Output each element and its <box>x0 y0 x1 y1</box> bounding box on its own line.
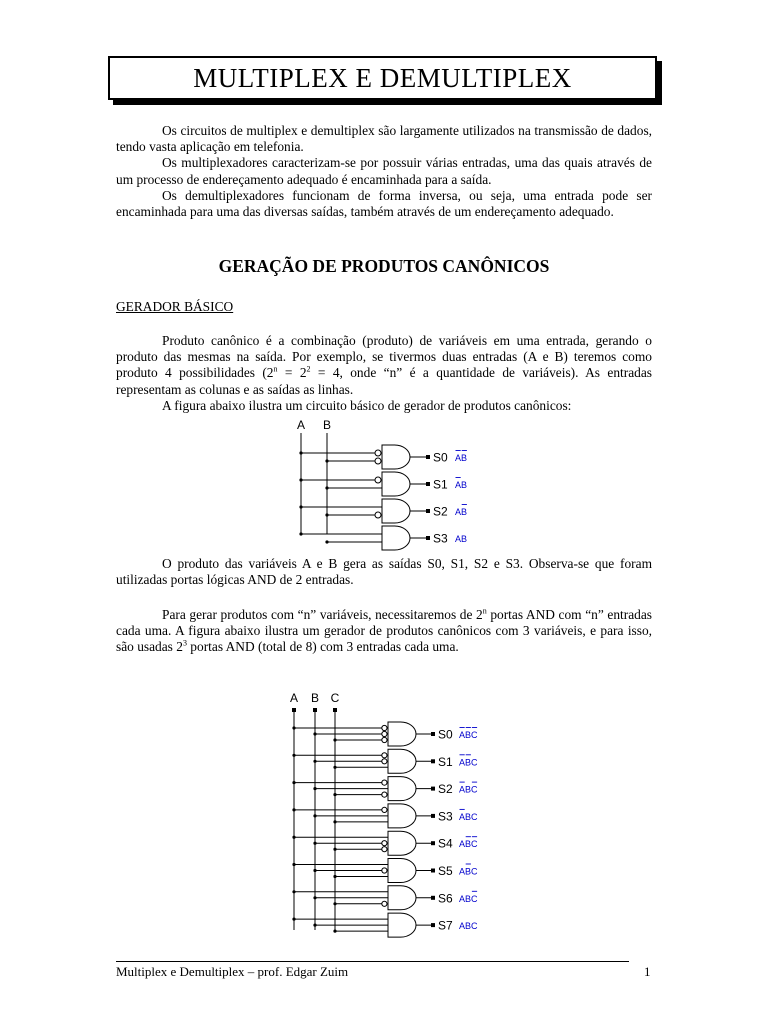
inverter-bubble <box>382 737 387 742</box>
inverter-bubble <box>375 450 381 456</box>
canonical-product-text <box>116 333 652 414</box>
inverter-bubble <box>375 512 381 518</box>
intro-paragraph-3: Os demultiplexadores funcionam de forma inversa, ou seja, uma entrada pode ser encaminhada para uma das diversas saídas, também através de um endereçamento adequado. <box>116 187 652 220</box>
product-text <box>116 556 652 588</box>
and-gate-s6 <box>388 886 416 910</box>
output-terminal <box>431 841 435 845</box>
output-expression-s6: ABC <box>459 893 478 904</box>
output-expression-s0: AB <box>455 453 468 463</box>
page-number: 1 <box>644 964 651 979</box>
output-label-s5: S5 <box>438 864 453 878</box>
output-label-s3: S3 <box>438 809 453 824</box>
output-expression-s3: AB <box>455 534 468 544</box>
output-label-s3: S3 <box>433 531 448 546</box>
inverter-bubble <box>382 868 387 873</box>
paragraph-figure-1-intro: A figura abaixo ilustra um circuito básico de gerador de produtos canônicos: <box>162 397 572 413</box>
inverter-bubble <box>382 841 387 846</box>
output-terminal <box>431 896 435 900</box>
inverter-bubble <box>382 901 387 906</box>
inverter-bubble <box>382 731 387 736</box>
input-label-c: C <box>330 691 340 705</box>
intro-paragraph-2: Os multiplexadores caracterizam-se por possuir várias entradas, uma das quais através de um processo de endereçamento adequado é encaminhada para a saída. <box>116 155 652 187</box>
input-label-a: A <box>289 691 299 705</box>
output-label-s6: S6 <box>438 891 453 906</box>
intro-paragraph-1: Os circuitos de multiplex e demultiplex são largamente utilizados na transmissão de dados, tendo vasta aplicação em telefonia. <box>116 123 652 155</box>
output-label-s1: S1 <box>433 477 448 492</box>
and-gate-s0 <box>382 445 410 469</box>
output-terminal <box>431 869 435 873</box>
inverter-bubble <box>382 847 387 852</box>
inverter-bubble <box>382 725 387 730</box>
output-terminal <box>426 536 430 540</box>
and-gate-s1 <box>388 749 416 773</box>
footer-text: Multiplex e Demultiplex – prof. Edgar Zuim <box>116 964 349 979</box>
subsection-title: GERADOR BÁSICO <box>116 299 234 314</box>
output-expression-s5: ABC <box>459 866 478 877</box>
output-terminal <box>426 509 430 513</box>
output-expression-s0: ABC <box>459 730 478 740</box>
output-label-s0: S0 <box>438 727 453 742</box>
output-label-s2: S2 <box>438 782 453 797</box>
inverter-bubble <box>382 792 387 797</box>
output-expression-s2: AB <box>455 507 468 517</box>
input-label-a: A <box>296 418 306 432</box>
output-terminal <box>431 814 435 818</box>
page-title: MULTIPLEX E DEMULTIPLEX <box>193 63 572 93</box>
inverter-bubble <box>375 477 381 483</box>
paragraph-n-variables: Para gerar produtos com “n” variáveis, necessitaremos de 2$^n$ portas AND com “n” entradas cada uma. A figura abaixo ilustra um gerador de produtos canônicos com 3 variáveis, e para isso, são usadas $2^3$ portas AND (total de 8) com 3 entradas cada uma. <box>116 606 652 655</box>
output-terminal <box>431 732 435 736</box>
inverter-bubble <box>375 458 381 464</box>
output-terminal <box>431 923 435 927</box>
output-label-s7: S7 <box>438 918 453 933</box>
output-expression-s3: ABC <box>459 811 478 822</box>
output-label-s1: S1 <box>438 754 453 769</box>
and-gate-s1 <box>382 472 410 496</box>
output-expression-s2: ABC <box>459 784 478 795</box>
intro-text <box>116 123 652 220</box>
output-expression-s4: ABC <box>459 839 478 850</box>
and-gate-s2 <box>388 777 416 801</box>
inverter-bubble <box>382 753 387 758</box>
and-gate-s0 <box>388 722 416 746</box>
and-gate-s3 <box>382 526 410 550</box>
inverter-bubble <box>382 780 387 785</box>
title-box <box>108 56 657 100</box>
figure-canonical-3-inputs <box>280 688 500 943</box>
output-terminal <box>431 787 435 791</box>
output-expression-s1: ABC <box>459 757 478 768</box>
output-terminal <box>431 759 435 763</box>
output-label-s2: S2 <box>433 504 448 519</box>
output-terminal <box>426 455 430 459</box>
output-expression-s1: AB <box>455 480 468 490</box>
input-label-b: B <box>322 418 332 432</box>
figure-canonical-2-inputs <box>290 418 530 558</box>
output-label-s4: S4 <box>438 836 453 851</box>
and-gate-s2 <box>382 499 410 523</box>
and-gate-s5 <box>388 859 416 883</box>
input-label-b: B <box>310 691 320 705</box>
footer-rule <box>116 961 629 962</box>
paragraph-canonical-product: Produto canônico é a combinação (produto) de variáveis em uma entrada, gerando o produto das mesmas na saída. Por exemplo, se tivermos duas entradas (A e B) teremos como produto 4 possibilidades ($2^n = 2^2 = 4$, onde “n” é a quantidade de variáveis). As entradas representam as colunas e as saídas as linhas. <box>116 333 652 397</box>
output-expression-s7: ABC <box>459 921 478 932</box>
inverter-bubble <box>382 807 387 812</box>
and-gate-s3 <box>388 804 416 828</box>
section-title: GERAÇÃO DE PRODUTOS CANÔNICOS <box>218 256 550 276</box>
inverter-bubble <box>382 759 387 764</box>
and-gate-s4 <box>388 831 416 855</box>
paragraph-product-outputs: O produto das variáveis A e B gera as saídas S0, S1, S2 e S3. Observa-se que foram utilizadas portas lógicas AND de 2 entradas. <box>116 556 652 588</box>
n-variables-text <box>116 607 652 656</box>
and-gate-s7 <box>388 913 416 937</box>
output-label-s0: S0 <box>433 450 448 465</box>
output-terminal <box>426 482 430 486</box>
